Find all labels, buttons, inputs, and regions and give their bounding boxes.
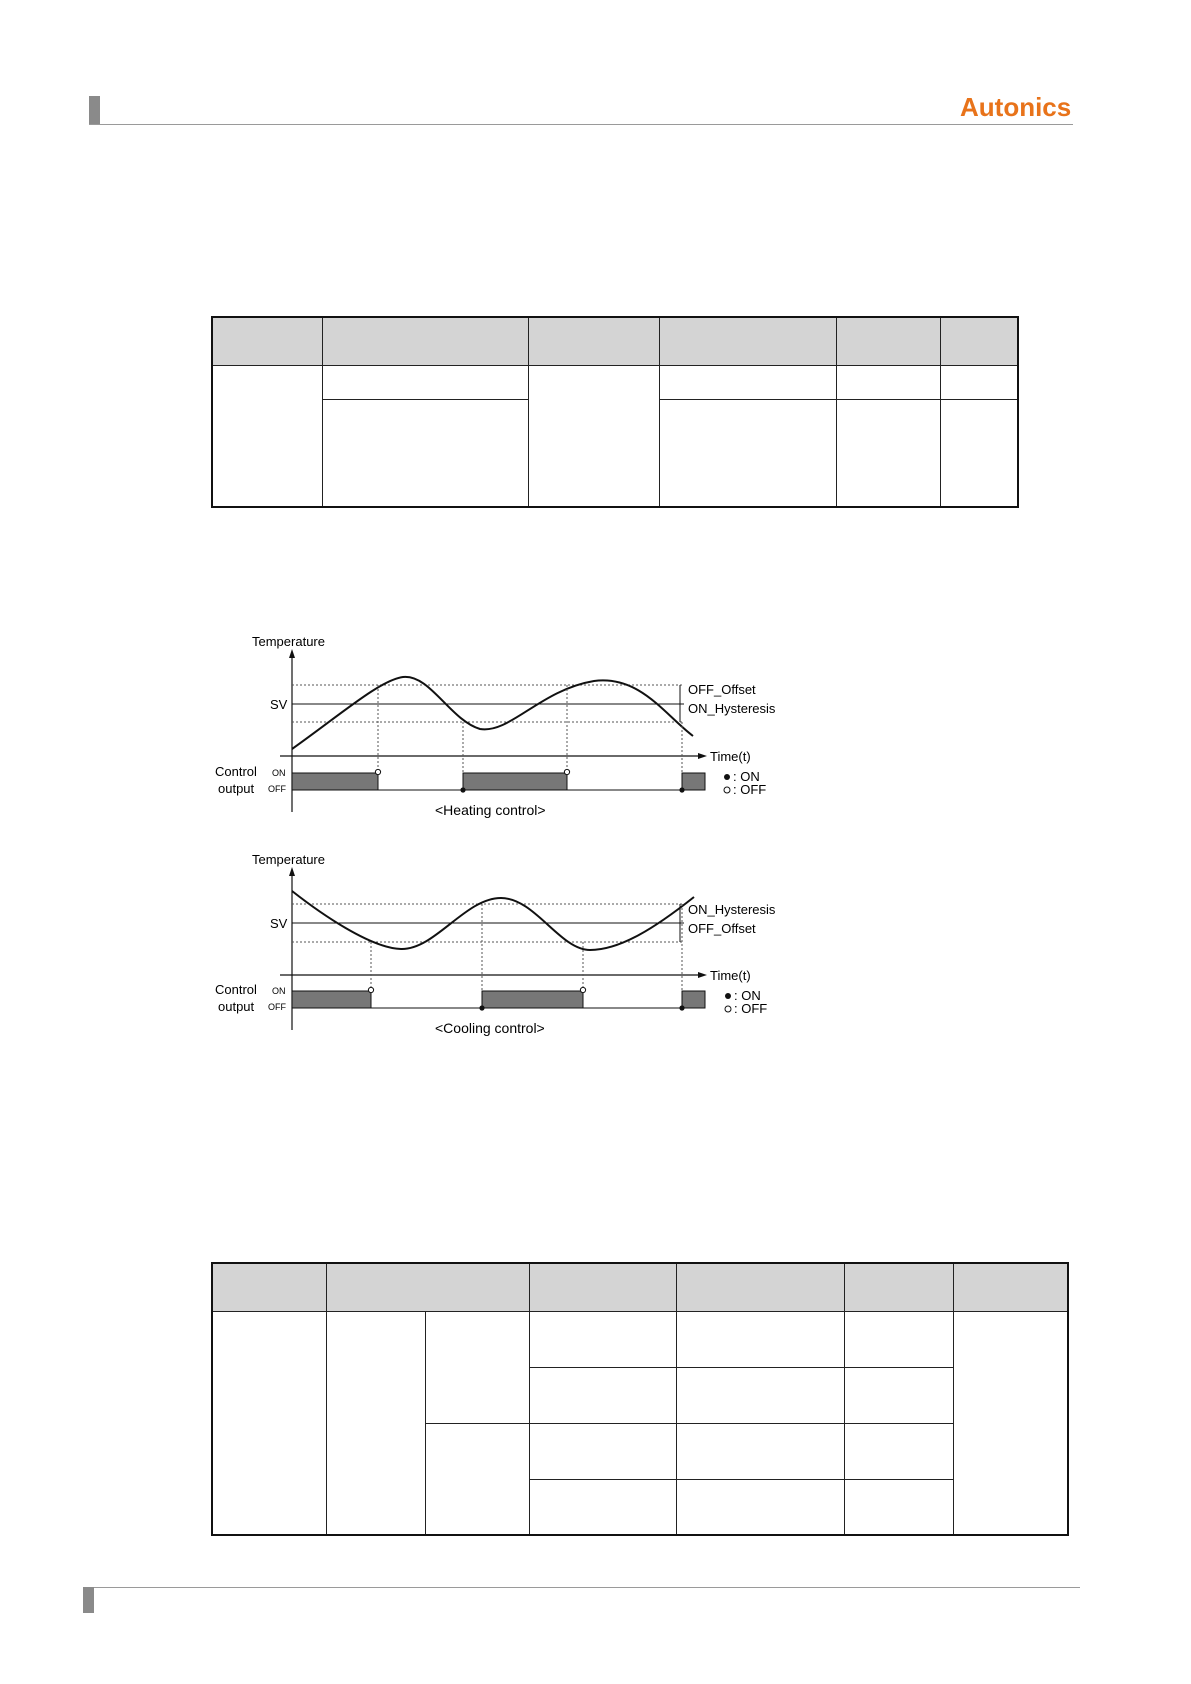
svg-text:Autonics: Autonics bbox=[960, 92, 1072, 122]
control-output-label: output bbox=[218, 781, 255, 796]
table2-header-cell bbox=[844, 1263, 953, 1311]
footer-rule bbox=[94, 1587, 1080, 1588]
table2-cell bbox=[529, 1367, 676, 1423]
off-point-icon bbox=[368, 987, 373, 992]
header-rule bbox=[89, 124, 1073, 125]
table2-cell bbox=[425, 1311, 529, 1423]
on-hysteresis-label: ON_Hysteresis bbox=[688, 701, 776, 716]
off-level-label: OFF bbox=[268, 1002, 286, 1012]
table2-cell bbox=[425, 1423, 529, 1535]
table2-cell bbox=[529, 1423, 676, 1479]
control-output-label: Control bbox=[215, 982, 257, 997]
off-level-label: OFF bbox=[268, 784, 286, 794]
off-offset-label: OFF_Offset bbox=[688, 921, 756, 936]
legend-off-icon bbox=[725, 1006, 731, 1012]
table2-header-cell bbox=[953, 1263, 1068, 1311]
on-point-icon bbox=[479, 1005, 484, 1010]
on-point-icon bbox=[679, 1005, 684, 1010]
sv-label: SV bbox=[270, 916, 288, 931]
table2-header-cell bbox=[326, 1263, 529, 1311]
table2-cell bbox=[676, 1423, 844, 1479]
on-hysteresis-label: ON_Hysteresis bbox=[688, 902, 776, 917]
table2-header-cell bbox=[529, 1263, 676, 1311]
table2-cell bbox=[844, 1423, 953, 1479]
table1-cell bbox=[836, 399, 940, 507]
legend-on-label: : ON bbox=[733, 769, 760, 784]
legend-on-icon bbox=[725, 993, 731, 999]
output-on-pulse bbox=[482, 991, 583, 1008]
axis-arrow-icon bbox=[698, 753, 707, 759]
table1-header-cell bbox=[659, 317, 836, 365]
table1-header-cell bbox=[322, 317, 528, 365]
legend-on-label: : ON bbox=[734, 988, 761, 1003]
time-axis-label: Time(t) bbox=[710, 749, 751, 764]
temperature-axis-label: Temperature bbox=[252, 634, 325, 649]
table1-cell bbox=[528, 365, 659, 507]
table1-cell bbox=[659, 399, 836, 507]
temperature-axis-label: Temperature bbox=[252, 852, 325, 867]
legend-off-label: : OFF bbox=[734, 1001, 768, 1016]
table2-cell bbox=[676, 1311, 844, 1367]
table1-header-cell bbox=[212, 317, 322, 365]
off-point-icon bbox=[564, 769, 569, 774]
parameter-table-1 bbox=[211, 316, 1019, 508]
on-level-label: ON bbox=[272, 986, 286, 996]
cooling-control-diagram bbox=[200, 848, 800, 1048]
table1-header-cell bbox=[836, 317, 940, 365]
off-point-icon bbox=[375, 769, 380, 774]
off-point-icon bbox=[580, 987, 585, 992]
output-on-pulse bbox=[682, 773, 705, 790]
table1-cell bbox=[940, 365, 1018, 399]
table2-cell bbox=[844, 1479, 953, 1535]
axis-arrow-icon bbox=[698, 972, 707, 978]
output-on-pulse bbox=[682, 991, 705, 1008]
table2-cell bbox=[529, 1479, 676, 1535]
output-on-pulse bbox=[463, 773, 567, 790]
table-row bbox=[212, 365, 1018, 399]
on-point-icon bbox=[679, 787, 684, 792]
legend-off-label: : OFF bbox=[733, 782, 767, 797]
legend-off-icon bbox=[724, 787, 730, 793]
table2-header-cell bbox=[212, 1263, 326, 1311]
autonics-logo bbox=[960, 92, 1076, 122]
table1-header-cell bbox=[940, 317, 1018, 365]
time-axis-label: Time(t) bbox=[710, 968, 751, 983]
output-on-pulse bbox=[292, 991, 371, 1008]
table2-header-cell bbox=[676, 1263, 844, 1311]
table2-cell bbox=[529, 1311, 676, 1367]
table1-cell bbox=[322, 365, 528, 399]
header-accent-bar bbox=[89, 96, 100, 124]
control-output-label: output bbox=[218, 999, 255, 1014]
table-row bbox=[212, 1311, 1068, 1367]
table1-cell bbox=[836, 365, 940, 399]
heating-caption: <Heating control> bbox=[435, 802, 546, 818]
table2-cell bbox=[953, 1311, 1068, 1535]
table1-cell bbox=[659, 365, 836, 399]
legend-on-icon bbox=[724, 774, 730, 780]
temperature-curve bbox=[292, 891, 694, 950]
table2-cell bbox=[676, 1479, 844, 1535]
table1-header-cell bbox=[528, 317, 659, 365]
table2-cell bbox=[844, 1367, 953, 1423]
off-offset-label: OFF_Offset bbox=[688, 682, 756, 697]
output-on-pulse bbox=[292, 773, 378, 790]
table2-cell bbox=[676, 1367, 844, 1423]
table1-cell bbox=[940, 399, 1018, 507]
table2-cell bbox=[212, 1311, 326, 1535]
footer-accent-bar bbox=[83, 1587, 94, 1613]
on-point-icon bbox=[460, 787, 465, 792]
heating-control-diagram bbox=[200, 630, 800, 830]
control-output-label: Control bbox=[215, 764, 257, 779]
table2-cell bbox=[326, 1311, 425, 1535]
on-level-label: ON bbox=[272, 768, 286, 778]
table1-cell bbox=[212, 365, 322, 507]
table2-cell bbox=[844, 1311, 953, 1367]
cooling-caption: <Cooling control> bbox=[435, 1020, 545, 1036]
table2-header-row bbox=[212, 1263, 1068, 1311]
table1-cell bbox=[322, 399, 528, 507]
parameter-table-2 bbox=[211, 1262, 1069, 1536]
axis-arrow-icon bbox=[289, 867, 295, 876]
axis-arrow-icon bbox=[289, 649, 295, 658]
table1-header-row bbox=[212, 317, 1018, 365]
temperature-curve bbox=[292, 677, 693, 749]
sv-label: SV bbox=[270, 697, 288, 712]
